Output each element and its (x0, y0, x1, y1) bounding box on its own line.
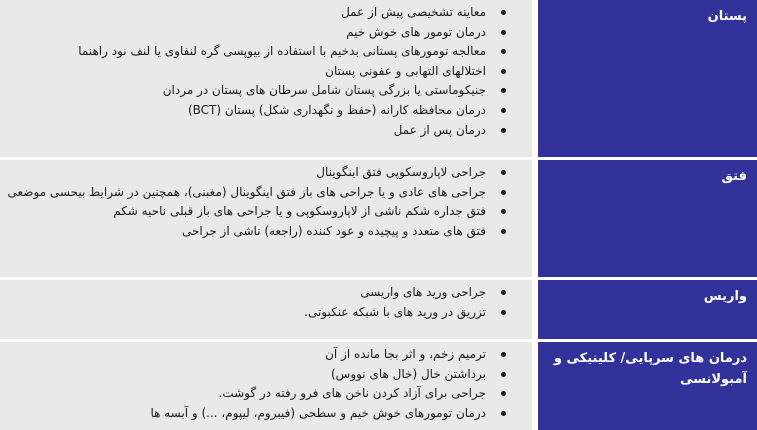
bullet-icon (501, 310, 506, 315)
list-item (0, 365, 532, 385)
bullet-icon (501, 229, 506, 234)
bullet-icon (501, 128, 506, 133)
list-item (0, 303, 532, 323)
list-item-text: فتق جداره شکم ناشی از لاپاروسکوپی و یا جراحی های باز قبلی ناحیه شکم (113, 204, 486, 219)
row-content (0, 160, 532, 277)
table-row-breast (0, 0, 757, 157)
list-item-text: معاینه تشخیصی پیش از عمل (341, 5, 486, 19)
row-content (0, 280, 532, 339)
category-cell (535, 280, 757, 339)
bullet-icon (501, 411, 506, 416)
list-item-text: جراحی های عادی و یا جراحی های باز فتق اینگوینال (مغبنی)، همچنین در شرایط بیحسی موضعی (7, 184, 486, 199)
list-item-text: جراحی لاپاروسکوپی فتق اینگوینال (316, 165, 486, 179)
list-item (0, 384, 532, 404)
item-list (0, 345, 532, 423)
item-list (0, 3, 532, 140)
bullet-icon (501, 190, 506, 195)
bullet-icon (501, 170, 506, 175)
list-item (0, 121, 532, 141)
category-cell (535, 160, 757, 277)
bullet-icon (501, 391, 506, 396)
bullet-icon (501, 10, 506, 15)
list-item-text: درمان تومور های خوش خیم (346, 24, 486, 39)
list-item (0, 3, 532, 23)
bullet-icon (501, 30, 506, 35)
bullet-icon (501, 209, 506, 214)
category-label: پستان (707, 9, 747, 24)
bullet-icon (501, 372, 506, 377)
list-item-text: اختلالهای التهابی و عفونی پستان (325, 63, 486, 78)
list-item (0, 222, 532, 242)
bullet-icon (501, 108, 506, 113)
table-row-varicose (0, 280, 757, 339)
list-item (0, 404, 532, 424)
category-label: درمان های سرپایی/ کلینیکی و آمبولانسی (553, 351, 747, 387)
list-item (0, 23, 532, 43)
bullet-icon (501, 88, 506, 93)
list-item-text: جنیکوماستی یا بزرگی پستان شامل سرطان های پستان در مردان (162, 83, 486, 98)
list-item (0, 283, 532, 303)
category-cell (535, 342, 757, 430)
bullet-icon (501, 352, 506, 357)
list-item (0, 42, 532, 62)
list-item-text: درمان پس از عمل (393, 122, 486, 137)
bullet-icon (501, 49, 506, 54)
bullet-icon (501, 290, 506, 295)
list-item-text: ترمیم زخم، و اثر بجا مانده از آن (325, 347, 486, 361)
list-item (0, 183, 532, 203)
list-item-text: جراحی برای آزاد کردن ناخن های فرو رفته در گوشت. (218, 386, 486, 401)
list-item (0, 345, 532, 365)
list-item (0, 62, 532, 82)
category-label: فتق (721, 169, 747, 184)
list-item-text: فتق های متعدد و پیچیده و عود کننده (راجعه) ناشی از جراحی (181, 223, 486, 238)
list-item-text: درمان محافظه کارانه (حفظ و نگهداری شکل) پستان (BCT) (187, 102, 486, 117)
item-list (0, 283, 532, 322)
list-item (0, 163, 532, 183)
table-row-hernia (0, 160, 757, 277)
row-content (0, 342, 532, 430)
bullet-icon (501, 69, 506, 74)
list-item-text: برداشتن خال (خال های نووس) (330, 366, 486, 381)
list-item (0, 81, 532, 101)
table-row-outpatient (0, 342, 757, 430)
row-content (0, 0, 532, 157)
item-list (0, 163, 532, 241)
list-item-text: تزریق در ورید های با شبکه عنکبوتی. (304, 304, 486, 319)
list-item-text: جراحی ورید های واریسی (360, 285, 486, 299)
category-cell (535, 0, 757, 157)
list-item-text: درمان تومورهای خوش خیم و سطحی (فیبروم، لیپوم، ...) و آبسه ها (150, 405, 486, 420)
list-item-text: معالجه تومورهای پستانی بدخیم با استفاده از بیوپسی گره لنفاوی یا لنف نود راهنما (78, 44, 486, 59)
list-item (0, 202, 532, 222)
category-label: واریس (703, 289, 747, 304)
list-item (0, 101, 532, 121)
